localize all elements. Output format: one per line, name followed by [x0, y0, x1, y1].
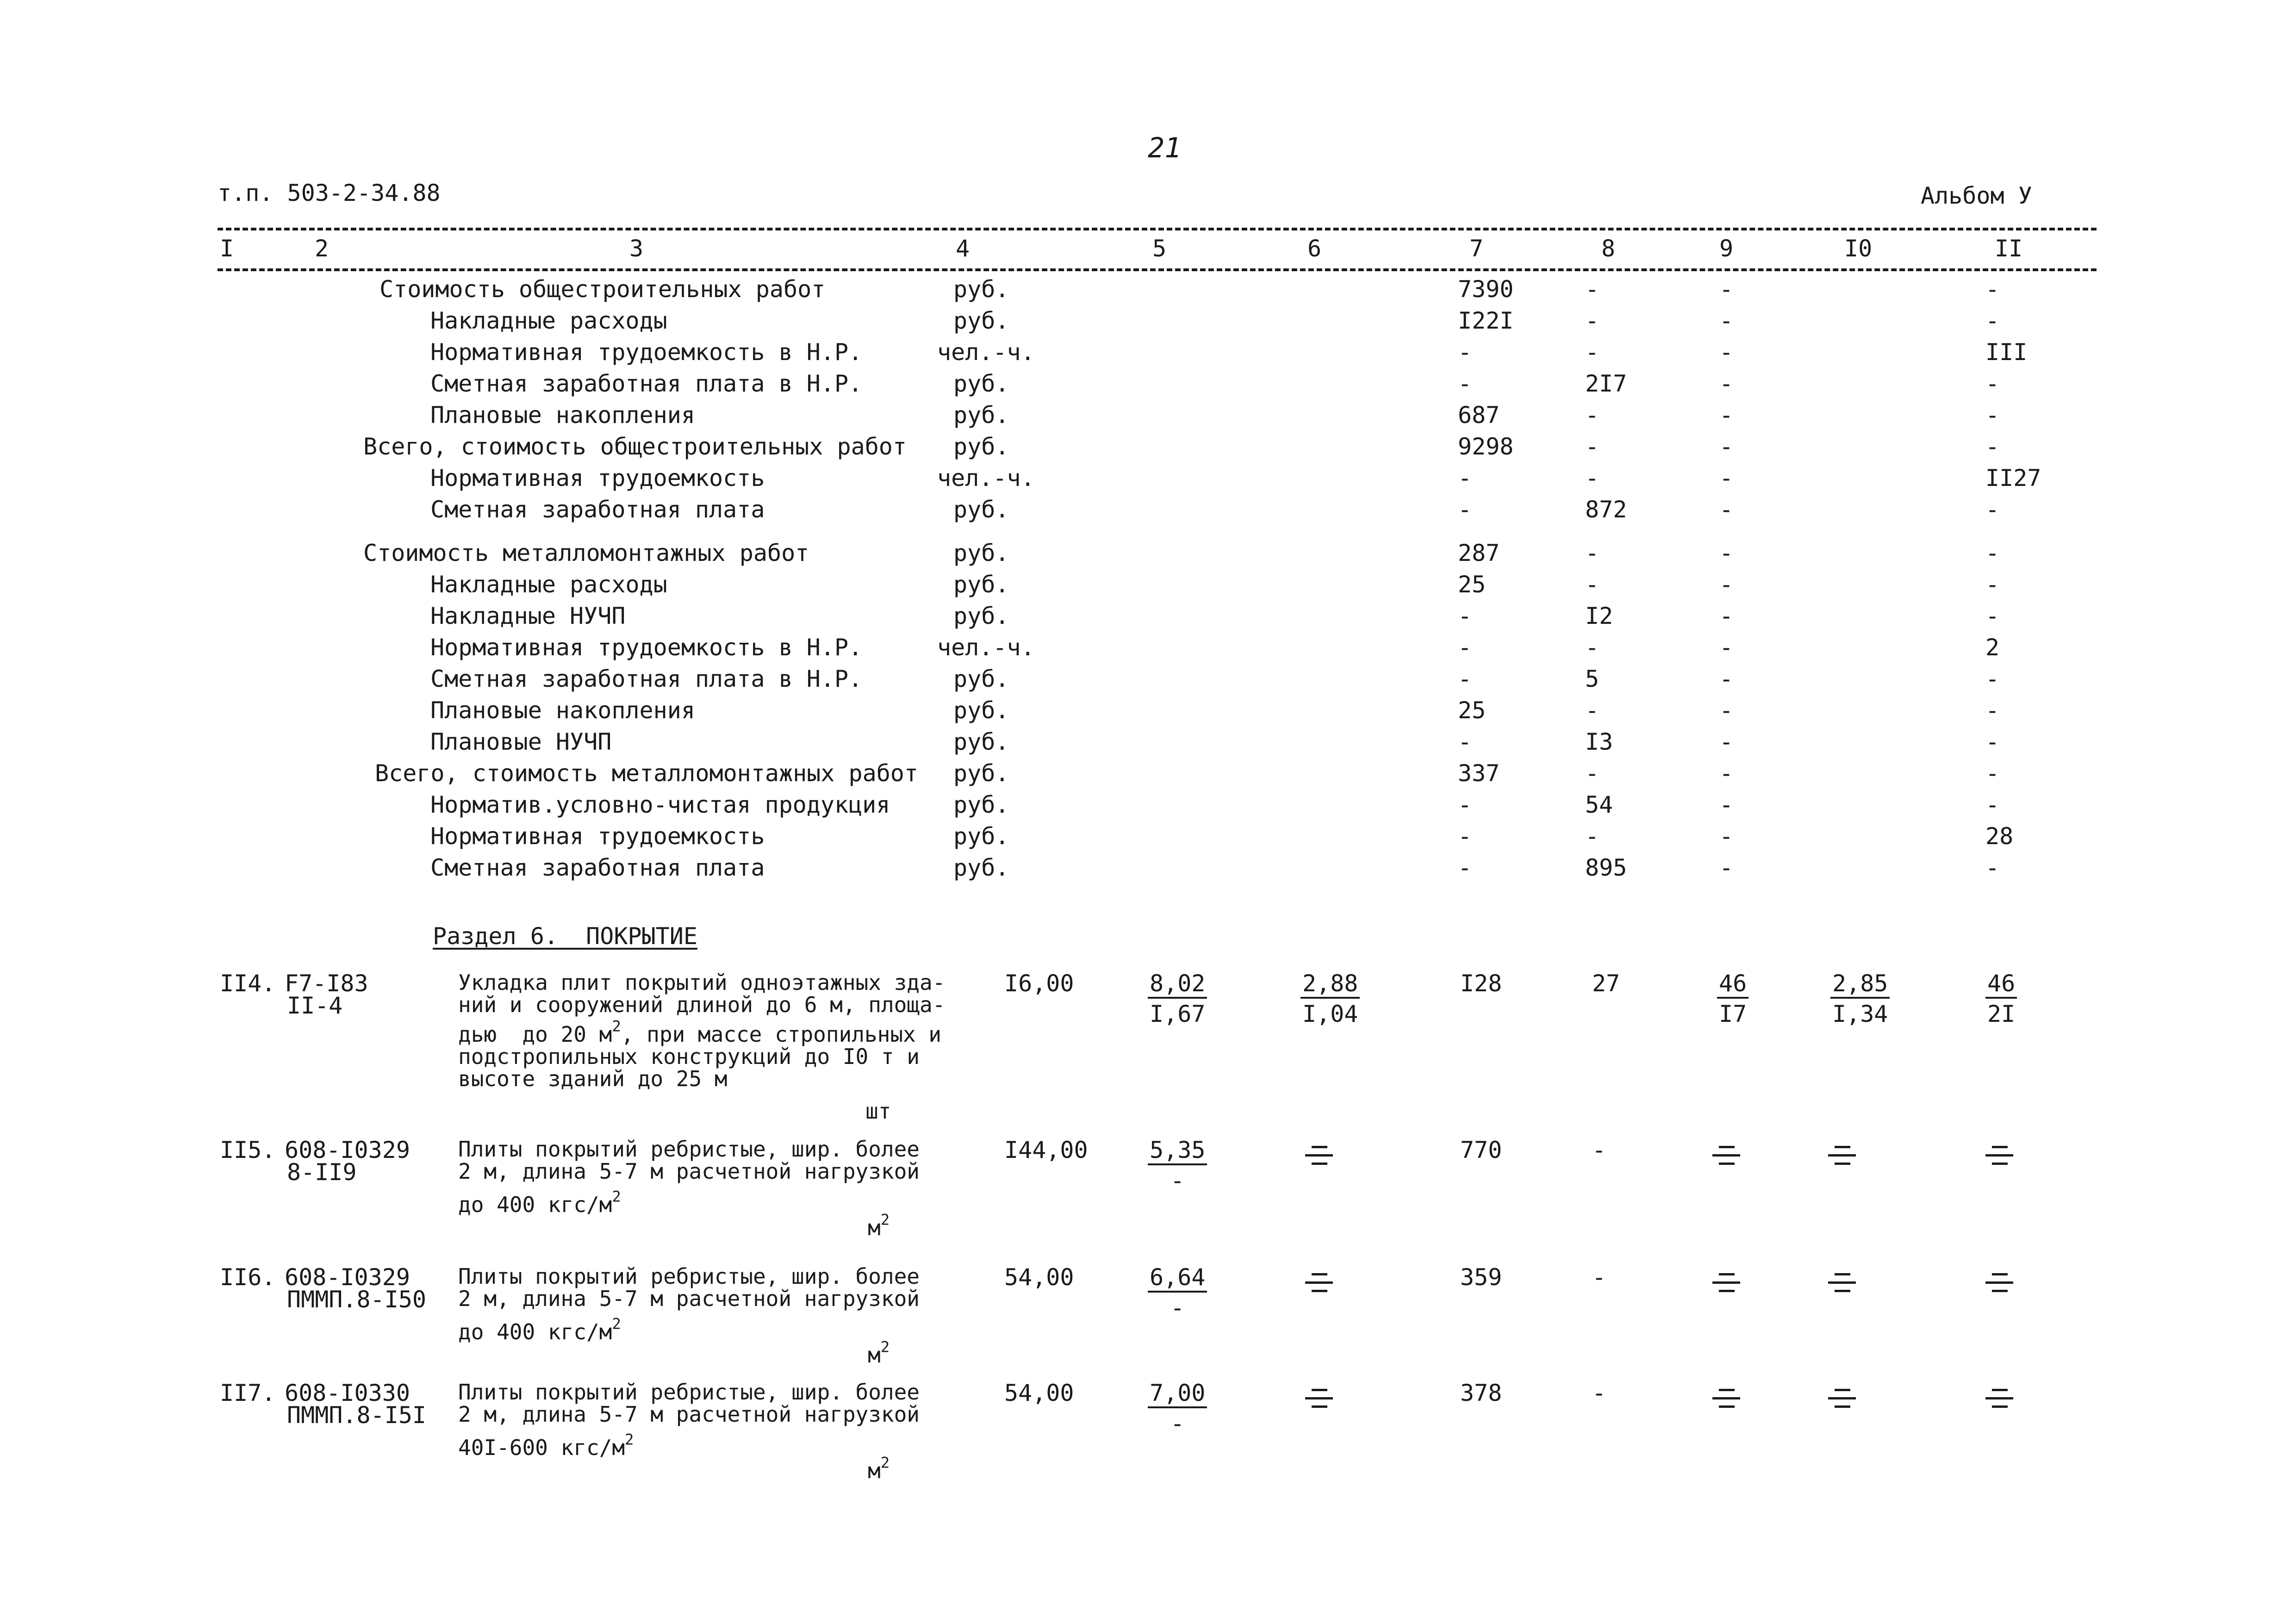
summary-unit: руб.: [953, 854, 1009, 881]
summary-col7: -: [1458, 603, 1472, 629]
summary-unit: руб.: [953, 496, 1009, 523]
item-unit-text: м: [868, 1215, 881, 1240]
item-code-2: ПММП.8-I5I: [287, 1402, 427, 1429]
item-code-1: F7-I83: [285, 970, 368, 997]
item-unit-text: м: [868, 1458, 881, 1483]
summary-col8: -: [1585, 433, 1599, 460]
summary-col9: -: [1719, 465, 1734, 491]
summary-label: Всего, стоимость металломонтажных работ: [375, 760, 918, 787]
summary-label: Сметная заработная плата в Н.Р.: [430, 665, 863, 692]
item-col8: -: [1592, 1264, 1606, 1291]
summary-label: Всего, стоимость общестроительных работ: [363, 433, 907, 460]
item-number: II4.: [220, 970, 276, 997]
item-code-1: 608-I0330: [285, 1380, 410, 1406]
summary-col8: 872: [1585, 496, 1627, 523]
summary-col9: -: [1719, 603, 1734, 629]
item-col7: 378: [1460, 1380, 1502, 1406]
item-col10-denominator: I,34: [1832, 1001, 1888, 1027]
item-desc-text: , при массе стропильных и: [621, 1022, 942, 1047]
summary-label: Нормативная трудоемкость: [430, 823, 765, 850]
summary-col7: I22I: [1458, 307, 1514, 334]
summary-unit: руб.: [953, 571, 1009, 598]
summary-label: Стоимость общестроительных работ: [380, 276, 826, 303]
summary-label: Сметная заработная плата в Н.Р.: [430, 370, 863, 397]
summary-col9: -: [1719, 276, 1734, 303]
item-desc-line: Укладка плит покрытий одноэтажных зда-: [458, 970, 946, 995]
summary-col11: -: [1985, 571, 2000, 598]
summary-col11: 2: [1985, 634, 2000, 661]
album-label: Альбом У: [1921, 182, 2032, 209]
summary-col7: 25: [1458, 697, 1486, 724]
item-quantity: 54,00: [1004, 1264, 1074, 1291]
summary-col7: -: [1458, 823, 1472, 850]
summary-col11: II27: [1985, 465, 2041, 491]
summary-col8: -: [1585, 697, 1599, 724]
item-code-1: 608-I0329: [285, 1137, 410, 1163]
summary-col9: -: [1719, 791, 1734, 818]
summary-col7: -: [1458, 634, 1472, 661]
col-header-7: 7: [1469, 235, 1484, 262]
item-col5: [1148, 972, 1207, 1026]
col-header-5: 5: [1152, 235, 1167, 262]
item-col9: [1717, 972, 1748, 1026]
item-col6-dash: [1305, 1389, 1333, 1407]
summary-col11: -: [1985, 433, 2000, 460]
item-col9-dash: [1712, 1389, 1740, 1407]
header-rule-bottom: [218, 268, 2097, 271]
item-desc-text: до 400 кгс/м: [458, 1192, 612, 1217]
item-col7: 359: [1460, 1264, 1502, 1291]
item-desc-line: Плиты покрытий ребристые, шир. более: [458, 1137, 920, 1162]
summary-label: Сметная заработная плата: [430, 854, 765, 881]
col-header-9: 9: [1719, 235, 1734, 262]
summary-col9: -: [1719, 402, 1734, 429]
item-col5-denominator: -: [1170, 1294, 1185, 1321]
item-col5-numerator: 8,02: [1148, 972, 1207, 999]
item-col6-dash: [1305, 1146, 1333, 1164]
item-unit-sup: 2: [880, 1454, 890, 1472]
item-desc-sup: 2: [612, 1315, 621, 1333]
summary-col8: -: [1585, 339, 1599, 366]
summary-col9: -: [1719, 728, 1734, 755]
col-header-8: 8: [1601, 235, 1616, 262]
summary-col7: 7390: [1458, 276, 1514, 303]
summary-unit: руб.: [953, 307, 1009, 334]
item-col5: [1148, 1381, 1207, 1435]
item-col7: 770: [1460, 1137, 1502, 1163]
item-col6-numerator: 2,88: [1300, 972, 1360, 999]
summary-col8: 5: [1585, 665, 1599, 692]
item-unit-text: м: [868, 1343, 881, 1368]
summary-col9: -: [1719, 433, 1734, 460]
item-col5: [1148, 1138, 1207, 1192]
item-col11: [1985, 972, 2017, 1026]
summary-unit: руб.: [953, 370, 1009, 397]
summary-col8: -: [1585, 634, 1599, 661]
summary-unit: руб.: [953, 791, 1009, 818]
summary-unit: чел.-ч.: [937, 465, 1035, 491]
summary-col8: -: [1585, 760, 1599, 787]
item-col8: -: [1592, 1137, 1606, 1163]
item-col10: [1830, 972, 1890, 1026]
item-col9-denominator: I7: [1719, 1001, 1747, 1027]
summary-col8: I2: [1585, 603, 1613, 629]
item-unit-sup: 2: [880, 1211, 890, 1229]
item-number: II5.: [220, 1137, 276, 1163]
summary-unit: руб.: [953, 540, 1009, 566]
summary-col11: -: [1985, 665, 2000, 692]
summary-col7: -: [1458, 728, 1472, 755]
summary-col8: -: [1585, 465, 1599, 491]
summary-unit: руб.: [953, 728, 1009, 755]
item-unit: [868, 1454, 890, 1483]
col-header-4: 4: [956, 235, 970, 262]
summary-label: Стоимость металломонтажных работ: [363, 540, 809, 566]
summary-col7: -: [1458, 791, 1472, 818]
summary-unit: руб.: [953, 433, 1009, 460]
summary-col11: -: [1985, 760, 2000, 787]
summary-col9: -: [1719, 307, 1734, 334]
document-code: т.п. 503-2-34.88: [218, 180, 441, 206]
summary-col7: 287: [1458, 540, 1500, 566]
item-col5-numerator: 6,64: [1148, 1266, 1207, 1293]
summary-col7: 25: [1458, 571, 1486, 598]
summary-col11: -: [1985, 402, 2000, 429]
item-col7: I28: [1460, 970, 1502, 997]
summary-col11: -: [1985, 496, 2000, 523]
summary-unit: руб.: [953, 276, 1009, 303]
item-col10-dash: [1828, 1146, 1856, 1164]
item-desc-line: Плиты покрытий ребристые, шир. более: [458, 1380, 920, 1405]
item-quantity: I44,00: [1004, 1137, 1088, 1163]
summary-col9: -: [1719, 370, 1734, 397]
item-col5-denominator: -: [1170, 1167, 1185, 1194]
header-rule-top: [218, 228, 2097, 230]
item-col5: [1148, 1266, 1207, 1319]
summary-col11: -: [1985, 854, 2000, 881]
summary-unit: руб.: [953, 760, 1009, 787]
summary-col8: -: [1585, 540, 1599, 566]
summary-col8: 54: [1585, 791, 1613, 818]
summary-unit: руб.: [953, 665, 1009, 692]
summary-label: Нормативная трудоемкость в Н.Р.: [430, 339, 863, 366]
item-col11-dash: [1985, 1273, 2013, 1292]
item-desc-text: дью до 20 м: [458, 1022, 612, 1047]
item-col9-dash: [1712, 1146, 1740, 1164]
item-desc-sup: 2: [612, 1017, 621, 1035]
summary-label: Плановые НУЧП: [430, 728, 612, 755]
summary-col7: 337: [1458, 760, 1500, 787]
item-col11-dash: [1985, 1146, 2013, 1164]
summary-col7: 687: [1458, 402, 1500, 429]
item-col5-denominator: I,67: [1150, 1001, 1206, 1027]
summary-col7: 9298: [1458, 433, 1514, 460]
summary-unit: руб.: [953, 823, 1009, 850]
summary-col7: -: [1458, 665, 1472, 692]
summary-col11: -: [1985, 791, 2000, 818]
item-col11-numerator: 46: [1985, 972, 2017, 999]
summary-col9: -: [1719, 697, 1734, 724]
summary-col11: -: [1985, 603, 2000, 629]
page-number: 21: [1148, 132, 1182, 164]
item-desc-line: 2 м, длина 5-7 м расчетной нагрузкой: [458, 1159, 920, 1184]
summary-unit: руб.: [953, 697, 1009, 724]
summary-col8: -: [1585, 276, 1599, 303]
item-quantity: 54,00: [1004, 1380, 1074, 1406]
summary-col9: -: [1719, 339, 1734, 366]
item-col10-dash: [1828, 1389, 1856, 1407]
summary-col7: -: [1458, 339, 1472, 366]
summary-label: Норматив.условно-чистая продукция: [430, 791, 890, 818]
item-desc-line: высоте зданий до 25 м: [458, 1066, 728, 1091]
item-col11-dash: [1985, 1389, 2013, 1407]
item-desc-text: 40I-600 кгс/м: [458, 1435, 625, 1460]
item-desc-line: 2 м, длина 5-7 м расчетной нагрузкой: [458, 1286, 920, 1311]
summary-col8: I3: [1585, 728, 1613, 755]
summary-col9: -: [1719, 823, 1734, 850]
summary-col11: -: [1985, 276, 2000, 303]
summary-unit: руб.: [953, 603, 1009, 629]
item-code-2: ПММП.8-I50: [287, 1286, 427, 1313]
summary-col7: -: [1458, 854, 1472, 881]
col-header-6: 6: [1307, 235, 1322, 262]
item-col5-numerator: 7,00: [1148, 1381, 1207, 1408]
item-unit-sup: 2: [880, 1338, 890, 1356]
item-desc-sup: 2: [612, 1188, 621, 1206]
summary-col11: -: [1985, 697, 2000, 724]
item-col5-denominator: -: [1170, 1410, 1185, 1437]
item-col8: -: [1592, 1380, 1606, 1406]
summary-col9: -: [1719, 634, 1734, 661]
item-col10-dash: [1828, 1273, 1856, 1292]
summary-label: Накладные НУЧП: [430, 603, 626, 629]
item-col8: 27: [1592, 970, 1620, 997]
summary-label: Нормативная трудоемкость в Н.Р.: [430, 634, 863, 661]
summary-label: Плановые накопления: [430, 697, 695, 724]
item-col9-numerator: 46: [1717, 972, 1748, 999]
col-header-3: 3: [629, 235, 644, 262]
summary-col11: -: [1985, 540, 2000, 566]
col-header-1: I: [220, 235, 234, 262]
item-col6-denominator: I,04: [1302, 1001, 1358, 1027]
summary-unit: чел.-ч.: [937, 634, 1035, 661]
summary-col9: -: [1719, 854, 1734, 881]
item-unit: [868, 1338, 890, 1368]
summary-label: Нормативная трудоемкость: [430, 465, 765, 491]
summary-col7: -: [1458, 496, 1472, 523]
item-number: II7.: [220, 1380, 276, 1406]
item-code-2: II-4: [287, 992, 343, 1019]
summary-col9: -: [1719, 760, 1734, 787]
item-col11-denominator: 2I: [1987, 1001, 2016, 1027]
item-desc-line: 2 м, длина 5-7 м расчетной нагрузкой: [458, 1402, 920, 1427]
summary-col11: 28: [1985, 823, 2014, 850]
summary-col9: -: [1719, 540, 1734, 566]
summary-label: Накладные расходы: [430, 307, 667, 334]
summary-col11: -: [1985, 307, 2000, 334]
summary-col8: -: [1585, 307, 1599, 334]
summary-col7: -: [1458, 370, 1472, 397]
item-desc-text: до 400 кгс/м: [458, 1319, 612, 1344]
summary-col11: III: [1985, 339, 2028, 366]
item-col5-numerator: 5,35: [1148, 1138, 1207, 1165]
summary-col9: -: [1719, 496, 1734, 523]
col-header-10: I0: [1844, 235, 1873, 262]
summary-col8: -: [1585, 402, 1599, 429]
summary-col9: -: [1719, 665, 1734, 692]
summary-col11: -: [1985, 728, 2000, 755]
summary-label: Сметная заработная плата: [430, 496, 765, 523]
summary-col8: -: [1585, 571, 1599, 598]
item-desc-line: [458, 1430, 634, 1460]
summary-col7: -: [1458, 465, 1472, 491]
item-desc-sup: 2: [625, 1430, 634, 1449]
item-quantity: I6,00: [1004, 970, 1074, 997]
col-header-2: 2: [315, 235, 329, 262]
item-desc-line: ний и сооружений длиной до 6 м, площа-: [458, 992, 946, 1017]
item-number: II6.: [220, 1264, 276, 1291]
item-col10-numerator: 2,85: [1830, 972, 1890, 999]
item-unit: шт: [865, 1099, 891, 1124]
item-desc-line: подстропильных конструкций до I0 т и: [458, 1044, 920, 1069]
item-desc-line: [458, 1017, 942, 1047]
summary-label: Плановые накопления: [430, 402, 695, 429]
summary-col8: 2I7: [1585, 370, 1627, 397]
section-title: Раздел 6. ПОКРЫТИЕ: [433, 923, 697, 950]
item-unit: [868, 1211, 890, 1240]
col-header-11: II: [1995, 235, 2023, 262]
summary-col9: -: [1719, 571, 1734, 598]
item-desc-line: [458, 1315, 621, 1344]
summary-label: Накладные расходы: [430, 571, 667, 598]
item-desc-line: Плиты покрытий ребристые, шир. более: [458, 1264, 920, 1289]
item-col6: [1300, 972, 1360, 1026]
item-col6-dash: [1305, 1273, 1333, 1292]
item-code-2: 8-II9: [287, 1159, 357, 1186]
summary-col11: -: [1985, 370, 2000, 397]
item-code-1: 608-I0329: [285, 1264, 410, 1291]
summary-unit: чел.-ч.: [937, 339, 1035, 366]
item-col9-dash: [1712, 1273, 1740, 1292]
item-desc-line: [458, 1188, 621, 1217]
summary-unit: руб.: [953, 402, 1009, 429]
summary-col8: -: [1585, 823, 1599, 850]
summary-col8: 895: [1585, 854, 1627, 881]
